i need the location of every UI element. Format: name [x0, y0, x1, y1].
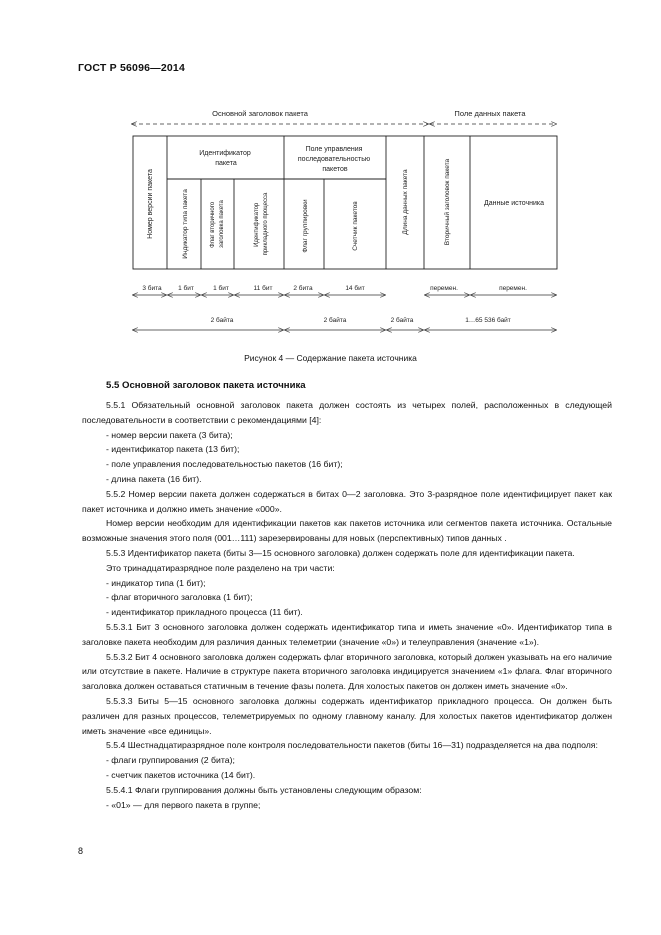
- version-cell: Номер версии пакета: [147, 169, 154, 239]
- bit-label: 2 бита: [293, 285, 313, 292]
- standard-header: ГОСТ Р 56096—2014: [78, 62, 186, 74]
- paragraph: 5.5.4 Шестнадцатиразрядное поле контроля последовательности пакетов (биты 16—31) подразделяется на два подполя:: [106, 740, 598, 751]
- bit-label: 11 бит: [253, 285, 273, 292]
- paragraph: 5.5.4.1 Флаги группирования должны быть установлены следующим образом:: [106, 784, 422, 795]
- list-item: - длина пакета (16 бит).: [106, 473, 202, 484]
- bit-label: 14 бит: [345, 285, 365, 292]
- data-field-label: Поле данных пакета: [454, 109, 526, 118]
- list-item: - индикатор типа (1 бит);: [106, 577, 206, 588]
- sec-header-flag-cell: Флаг вторичного заголовка пакета: [210, 200, 225, 248]
- bit-label: 1 бит: [213, 285, 229, 292]
- packet-structure-diagram: [0, 0, 661, 345]
- byte-label: 2 байта: [210, 317, 234, 324]
- paragraph: 5.5.3.2 Бит 4 основного заголовка должен содержать флаг вторичного заголовка, который должен указывать на его наличие или отсутствие в пакете. Наличие в структуре пакета вторичного заголовка индицируется значением «1» флага. Флаг вторичного заголовка должен оставаться статичным в течение фазы полета. Для холостых пакетов он должен иметь значение «0».: [82, 651, 612, 692]
- figure-caption: Рисунок 4 — Содержание пакета источника: [244, 353, 417, 363]
- packet-id-cell: Идентификатор пакета: [199, 150, 251, 167]
- bit-label: 3 бита: [142, 285, 162, 292]
- main-header-label: Основной заголовок пакета: [212, 109, 308, 118]
- section-title: 5.5 Основной заголовок пакета источника: [106, 380, 306, 391]
- list-item: - флаг вторичного заголовка (1 бит);: [106, 592, 253, 603]
- type-indicator-cell: Индикатор типа пакета: [182, 189, 189, 259]
- length-cell: Длина данных пакета: [402, 169, 409, 235]
- bit-label: 1 бит: [178, 285, 194, 292]
- paragraph: 5.5.3.1 Бит 3 основного заголовка должен содержать идентификатор типа и иметь значение «0». Идентификатор типа в заголовке пакета необходим для различия данных телеметрии (значение «0») и телеуправления (значение «1»).: [82, 621, 612, 647]
- list-item: - счетчик пакетов источника (14 бит).: [106, 769, 256, 780]
- list-item: - «01» — для первого пакета в группе;: [106, 799, 261, 810]
- seq-control-cell: Поле управления последовательностью пакетов: [297, 146, 371, 173]
- paragraph: 5.5.1 Обязательный основной заголовок пакета должен состоять из четырех полей, расположенных в следующей последовательности в соответствии с рекомендациями [4]:: [82, 400, 612, 425]
- paragraph: 5.5.2 Номер версии пакета должен содержаться в битах 0—2 заголовка. Это 3-разрядное поле идентифицирует пакет как пакет источника и должно иметь значение «000».: [82, 488, 612, 514]
- paragraph: 5.5.3.3 Биты 5—15 основного заголовка должны содержать идентификатор прикладного процесса. Он должен быть различен для разных процессов, телеметрируемых по одному главному каналу. Для холостых пакетов идентификатор должен иметь значение «все единицы».: [82, 695, 612, 736]
- list-item: - идентификатор пакета (13 бит);: [106, 444, 240, 455]
- paragraph: 5.5.3 Идентификатор пакета (биты 3—15 основного заголовка) должен содержать поле для идентификации пакета.: [106, 547, 575, 558]
- list-item: - идентификатор прикладного процесса (11 бит).: [106, 607, 303, 618]
- list-item: Это тринадцатиразрядное поле разделено на три части:: [106, 562, 335, 573]
- list-item: - флаги группирования (2 бита);: [106, 755, 235, 766]
- list-item: - поле управления последовательностью пакетов (16 бит);: [106, 459, 343, 470]
- source-data-cell: Данные источника: [483, 200, 545, 207]
- bit-label: перемен.: [499, 285, 527, 292]
- app-process-id-cell: Идентификатор прикладного процесса: [254, 192, 269, 256]
- page-number: 8: [78, 846, 84, 856]
- list-item: - номер версии пакета (3 бита);: [106, 429, 233, 440]
- secondary-header-cell: Вторичный заголовок пакета: [444, 158, 451, 246]
- paragraph: Номер версии необходим для идентификации пакетов как пакетов источника или сегментов пакета источника. Остальные возможные значения этого поля (001…111) зарезервированы для новых (перспективных) типов данных .: [82, 518, 612, 544]
- body-text: [82, 398, 612, 812]
- byte-label: 1…65 536 байт: [465, 317, 511, 324]
- byte-label: 2 байта: [390, 317, 414, 324]
- byte-label: 2 байта: [323, 317, 347, 324]
- seq-count-cell: Счетчик пакетов: [352, 201, 359, 251]
- grouping-flags-cell: Флаг группировки: [302, 199, 309, 253]
- bit-label: перемен.: [430, 285, 458, 292]
